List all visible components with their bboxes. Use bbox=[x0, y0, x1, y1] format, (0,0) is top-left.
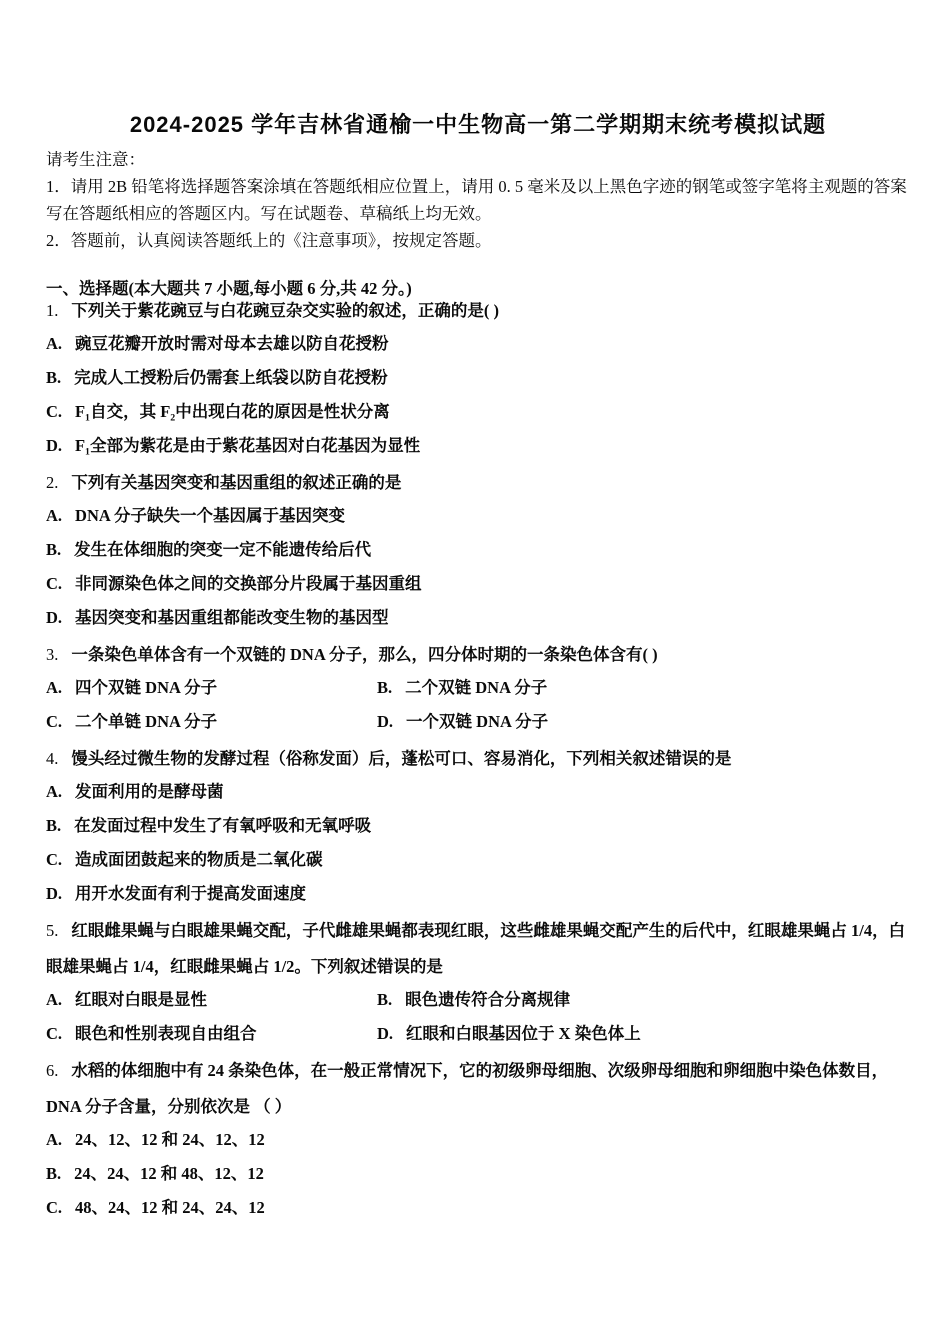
question-stem bbox=[46, 913, 910, 985]
notice-list bbox=[46, 173, 910, 254]
question-stem bbox=[46, 637, 910, 673]
answer-option bbox=[46, 499, 910, 533]
question bbox=[46, 741, 910, 911]
answer-option bbox=[377, 671, 910, 705]
question-stem-text: 一条染色单体含有一个双链的 DNA 分子，那么，四分体时期的一条染色体含有( ) bbox=[71, 645, 658, 664]
option-text: F₁全部为紫花是由于紫花基因对白花基因为显性 bbox=[75, 436, 421, 455]
option-label: B. bbox=[46, 540, 62, 559]
option-label: D. bbox=[46, 608, 63, 627]
page-title: 2024-2025 学年吉林省通榆一中生物高一第二学期期末统考模拟试题 bbox=[129, 112, 827, 137]
option-label: C. bbox=[46, 1024, 63, 1043]
question-number: 2. bbox=[46, 473, 59, 492]
question bbox=[46, 913, 910, 1051]
question-stem-text: 水稻的体细胞中有 24 条染色体，在一般正常情况下，它的初级卵母细胞、次级卵母细胞和卵细胞中染色体数目，DNA 分子含量，分别依次是 （ ） bbox=[46, 1061, 889, 1116]
option-row bbox=[46, 671, 910, 705]
option-text: 24、24、12 和 48、12、12 bbox=[74, 1164, 264, 1183]
option-text: 一个双链 DNA 分子 bbox=[406, 712, 549, 731]
answer-option bbox=[46, 601, 910, 635]
notice-item: 1．请用 2B 铅笔将选择题答案涂填在答题纸相应位置上，请用 0. 5 毫米及以上黑色字迹的钢笔或签字笔将主观题的答案写在答题纸相应的答题区内。写在试题卷、草稿纸上均无效。 bbox=[46, 177, 907, 223]
option-label: D. bbox=[377, 1024, 394, 1043]
question-number: 6. bbox=[46, 1061, 59, 1080]
option-text: 发生在体细胞的突变一定不能遗传给后代 bbox=[74, 540, 372, 559]
question bbox=[46, 465, 910, 635]
answer-option bbox=[46, 327, 910, 361]
option-text: 发面利用的是酵母菌 bbox=[75, 782, 224, 801]
option-label: C. bbox=[46, 850, 63, 869]
option-text: 24、12、12 和 24、12、12 bbox=[75, 1130, 265, 1149]
option-text: 在发面过程中发生了有氧呼吸和无氧呼吸 bbox=[74, 816, 372, 835]
answer-option bbox=[46, 1191, 910, 1225]
answer-option bbox=[46, 1017, 377, 1051]
answer-option bbox=[46, 983, 377, 1017]
option-label: B. bbox=[377, 990, 393, 1009]
option-label: B. bbox=[46, 368, 62, 387]
option-label: C. bbox=[46, 1198, 63, 1217]
option-label: D. bbox=[377, 712, 394, 731]
notice-heading: 请考生注意： bbox=[46, 150, 145, 169]
option-label: A. bbox=[46, 1130, 63, 1149]
question-stem-text: 下列关于紫花豌豆与白花豌豆杂交实验的叙述，正确的是( ) bbox=[71, 301, 499, 320]
option-text: 基因突变和基因重组都能改变生物的基因型 bbox=[75, 608, 389, 627]
option-row bbox=[46, 983, 910, 1017]
option-text: 红眼对白眼是显性 bbox=[75, 990, 208, 1009]
notice-item: 2．答题前，认真阅读答题纸上的《注意事项》，按规定答题。 bbox=[46, 231, 492, 250]
option-text: 四个双链 DNA 分子 bbox=[75, 678, 218, 697]
answer-option bbox=[46, 775, 910, 809]
answer-option bbox=[377, 983, 910, 1017]
answer-option bbox=[46, 567, 910, 601]
answer-option bbox=[46, 877, 910, 911]
question-stem bbox=[46, 741, 910, 777]
option-text: 眼色遗传符合分离规律 bbox=[405, 990, 571, 1009]
question-number: 3. bbox=[46, 645, 59, 664]
question bbox=[46, 1053, 910, 1225]
answer-option bbox=[377, 705, 910, 739]
question-number: 1. bbox=[46, 301, 59, 320]
question-stem bbox=[46, 293, 910, 329]
option-text: 豌豆花瓣开放时需对母本去雄以防自花授粉 bbox=[75, 334, 389, 353]
option-text: DNA 分子缺失一个基因属于基因突变 bbox=[75, 506, 346, 525]
option-text: 48、24、12 和 24、24、12 bbox=[75, 1198, 265, 1217]
option-label: C. bbox=[46, 712, 63, 731]
question-stem-text: 红眼雌果蝇与白眼雄果蝇交配，子代雌雄果蝇都表现红眼，这些雌雄果蝇交配产生的后代中，红眼雄果蝇占 1/4，白眼雄果蝇占 1/4，红眼雌果蝇占 1/2。下列叙述错误的是 bbox=[46, 921, 906, 976]
option-label: B. bbox=[46, 816, 62, 835]
option-text: 二个双链 DNA 分子 bbox=[405, 678, 548, 697]
option-text: F₁自交，其 F₂中出现白花的原因是性状分离 bbox=[75, 402, 390, 421]
question bbox=[46, 293, 910, 463]
answer-option bbox=[46, 705, 377, 739]
question-number: 4. bbox=[46, 749, 59, 768]
question-stem bbox=[46, 1053, 910, 1125]
answer-option bbox=[377, 1017, 910, 1051]
option-label: A. bbox=[46, 506, 63, 525]
option-text: 红眼和白眼基因位于 X 染色体上 bbox=[406, 1024, 641, 1043]
answer-option bbox=[46, 843, 910, 877]
answer-option bbox=[46, 1157, 910, 1191]
answer-option bbox=[46, 533, 910, 567]
answer-option bbox=[46, 671, 377, 705]
question-number: 5. bbox=[46, 921, 59, 940]
questions bbox=[46, 293, 910, 1225]
option-label: B. bbox=[46, 1164, 62, 1183]
option-text: 二个单链 DNA 分子 bbox=[75, 712, 218, 731]
option-label: A. bbox=[46, 782, 63, 801]
notice-block bbox=[46, 146, 910, 254]
option-text: 眼色和性别表现自由组合 bbox=[75, 1024, 257, 1043]
option-label: D. bbox=[46, 436, 63, 455]
option-label: A. bbox=[46, 334, 63, 353]
answer-option bbox=[46, 395, 910, 429]
option-label: B. bbox=[377, 678, 393, 697]
option-text: 非同源染色体之间的交换部分片段属于基因重组 bbox=[75, 574, 422, 593]
question-stem bbox=[46, 465, 910, 501]
option-text: 造成面团鼓起来的物质是二氧化碳 bbox=[75, 850, 323, 869]
section-heading: 一、选择题(本大题共 7 小题,每小题 6 分,共 42 分。) bbox=[46, 279, 412, 298]
option-text: 用开水发面有利于提高发面速度 bbox=[75, 884, 307, 903]
question-stem-text: 下列有关基因突变和基因重组的叙述正确的是 bbox=[71, 473, 402, 492]
answer-option bbox=[46, 1123, 910, 1157]
answer-option bbox=[46, 361, 910, 395]
question bbox=[46, 637, 910, 739]
question-stem-text: 馒头经过微生物的发酵过程（俗称发面）后，蓬松可口、容易消化，下列相关叙述错误的是 bbox=[71, 749, 732, 768]
option-row bbox=[46, 1017, 910, 1051]
option-label: C. bbox=[46, 574, 63, 593]
answer-option bbox=[46, 809, 910, 843]
option-label: A. bbox=[46, 990, 63, 1009]
answer-option bbox=[46, 429, 910, 463]
option-label: D. bbox=[46, 884, 63, 903]
option-row bbox=[46, 705, 910, 739]
option-label: A. bbox=[46, 678, 63, 697]
option-text: 完成人工授粉后仍需套上纸袋以防自花授粉 bbox=[74, 368, 388, 387]
option-label: C. bbox=[46, 402, 63, 421]
